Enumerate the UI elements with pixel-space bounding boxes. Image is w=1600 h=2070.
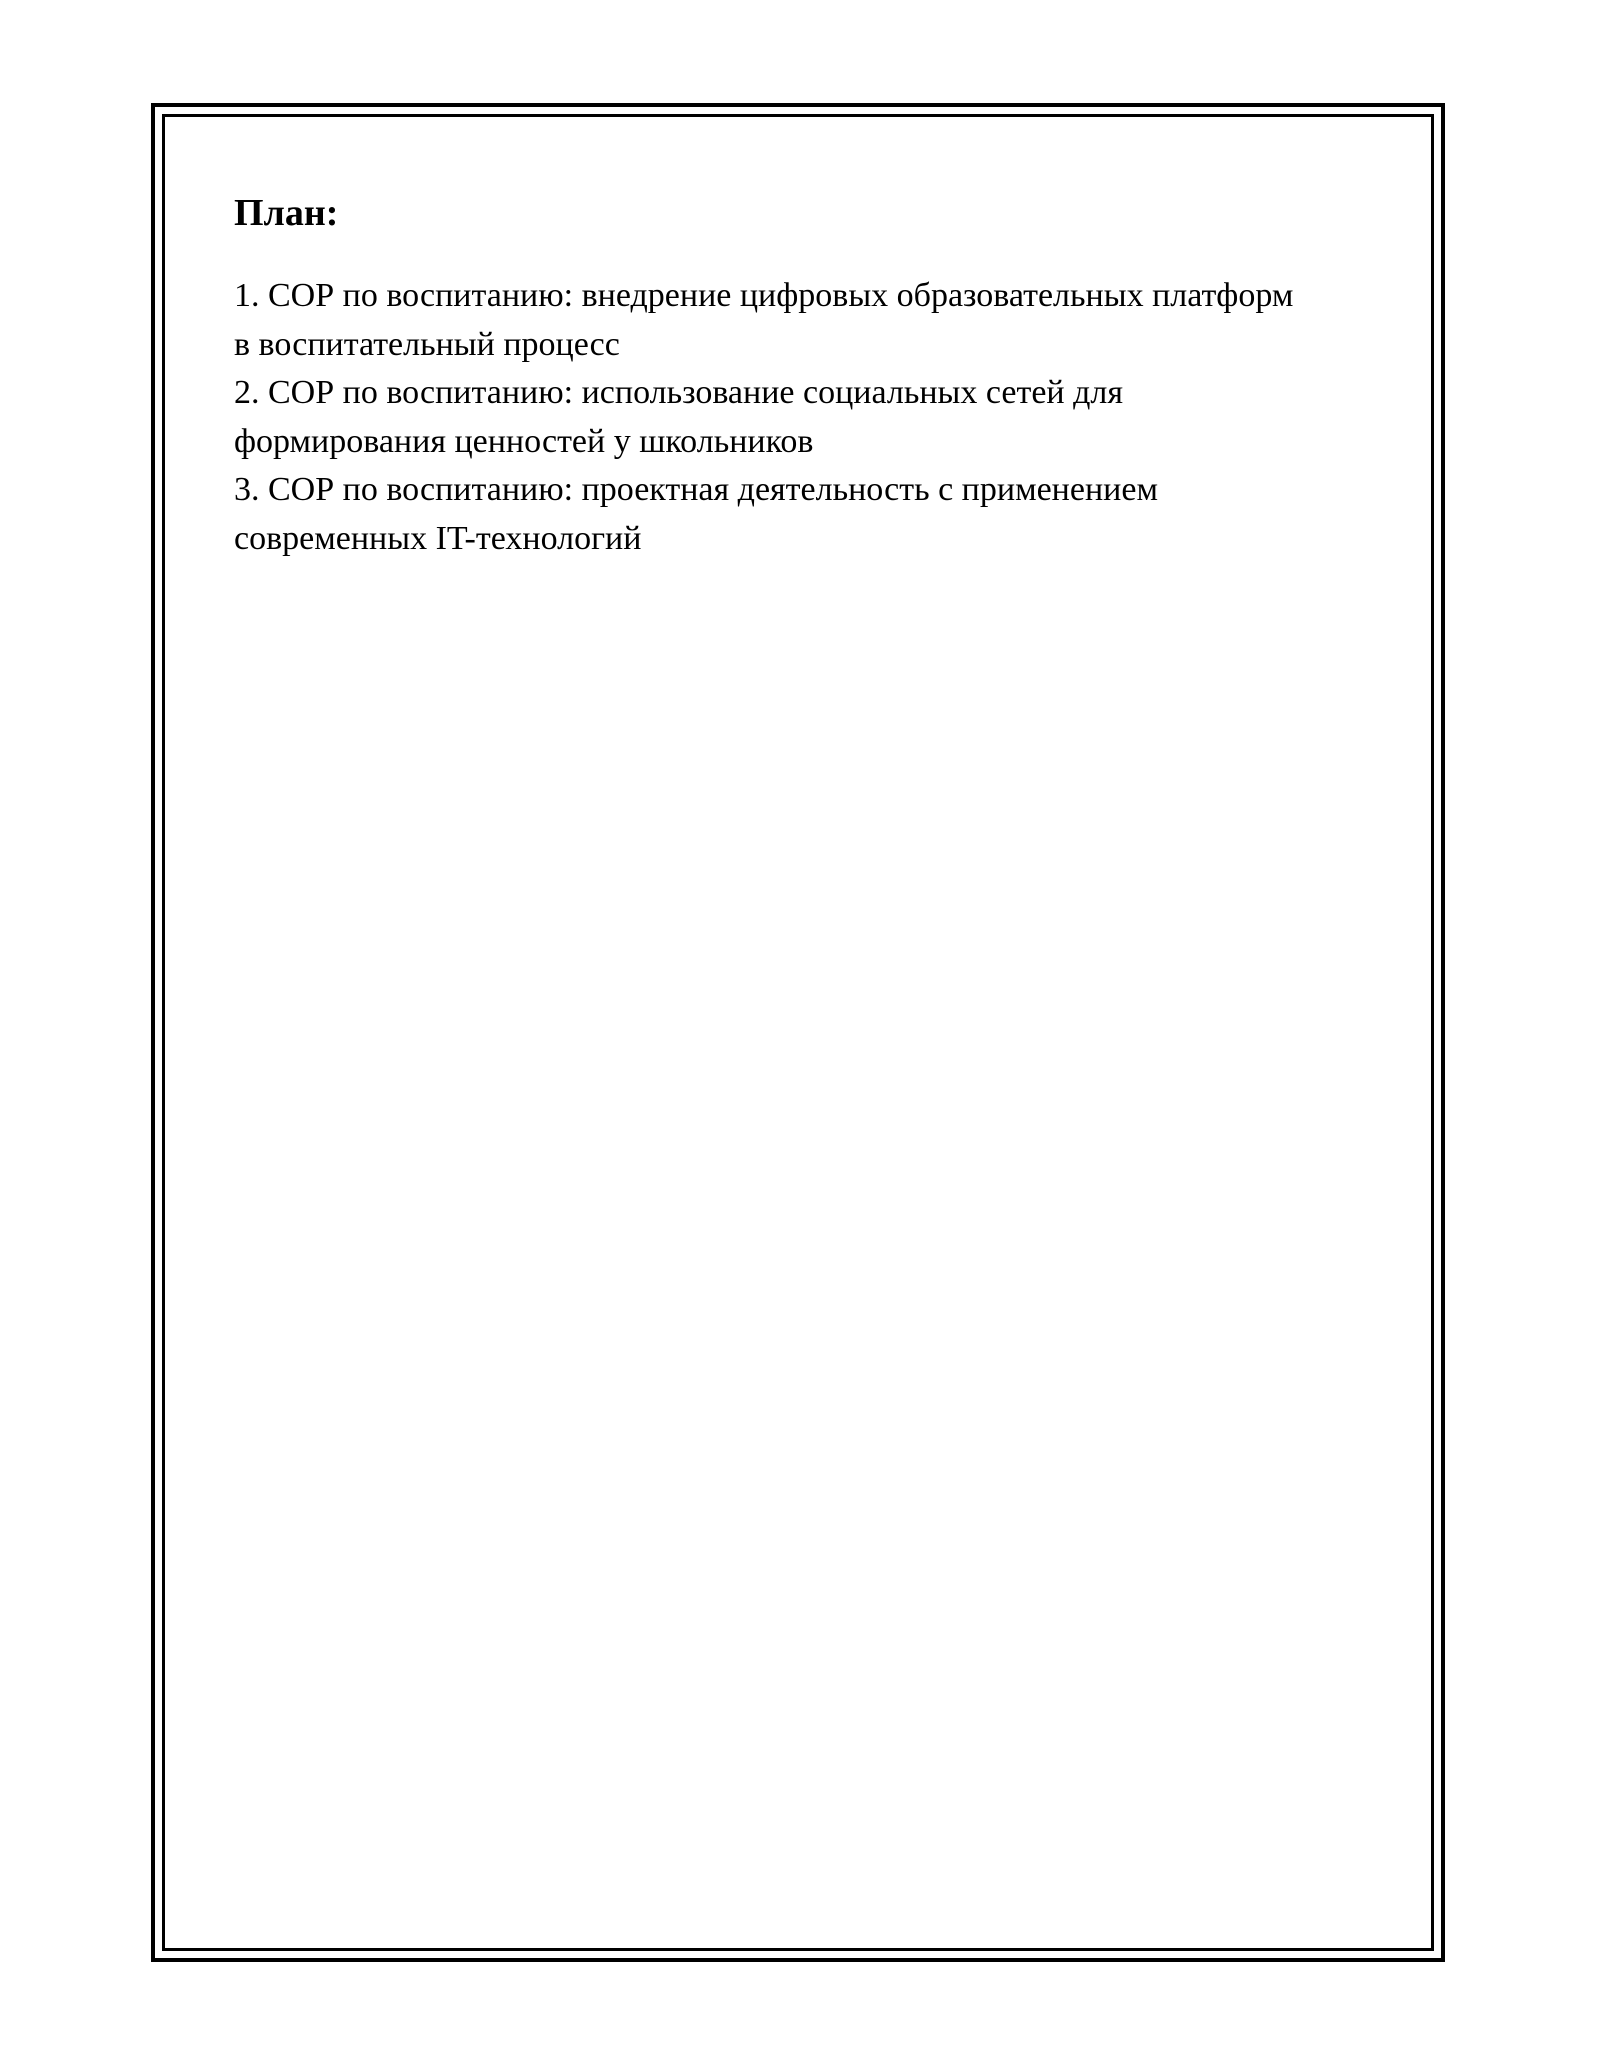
plan-title: План:: [234, 192, 339, 234]
document-content: [234, 188, 1294, 563]
plan-list: [234, 272, 1294, 563]
plan-item-1: 1. СОР по воспитанию: внедрение цифровых образовательных платформ в воспитательный процесс: [234, 277, 1294, 363]
plan-item-3: 3. СОР по воспитанию: проектная деятельность с применением современных IT-технологий: [234, 471, 1158, 557]
plan-item-2: 2. СОР по воспитанию: использование социальных сетей для формирования ценностей у школьников: [234, 374, 1124, 460]
